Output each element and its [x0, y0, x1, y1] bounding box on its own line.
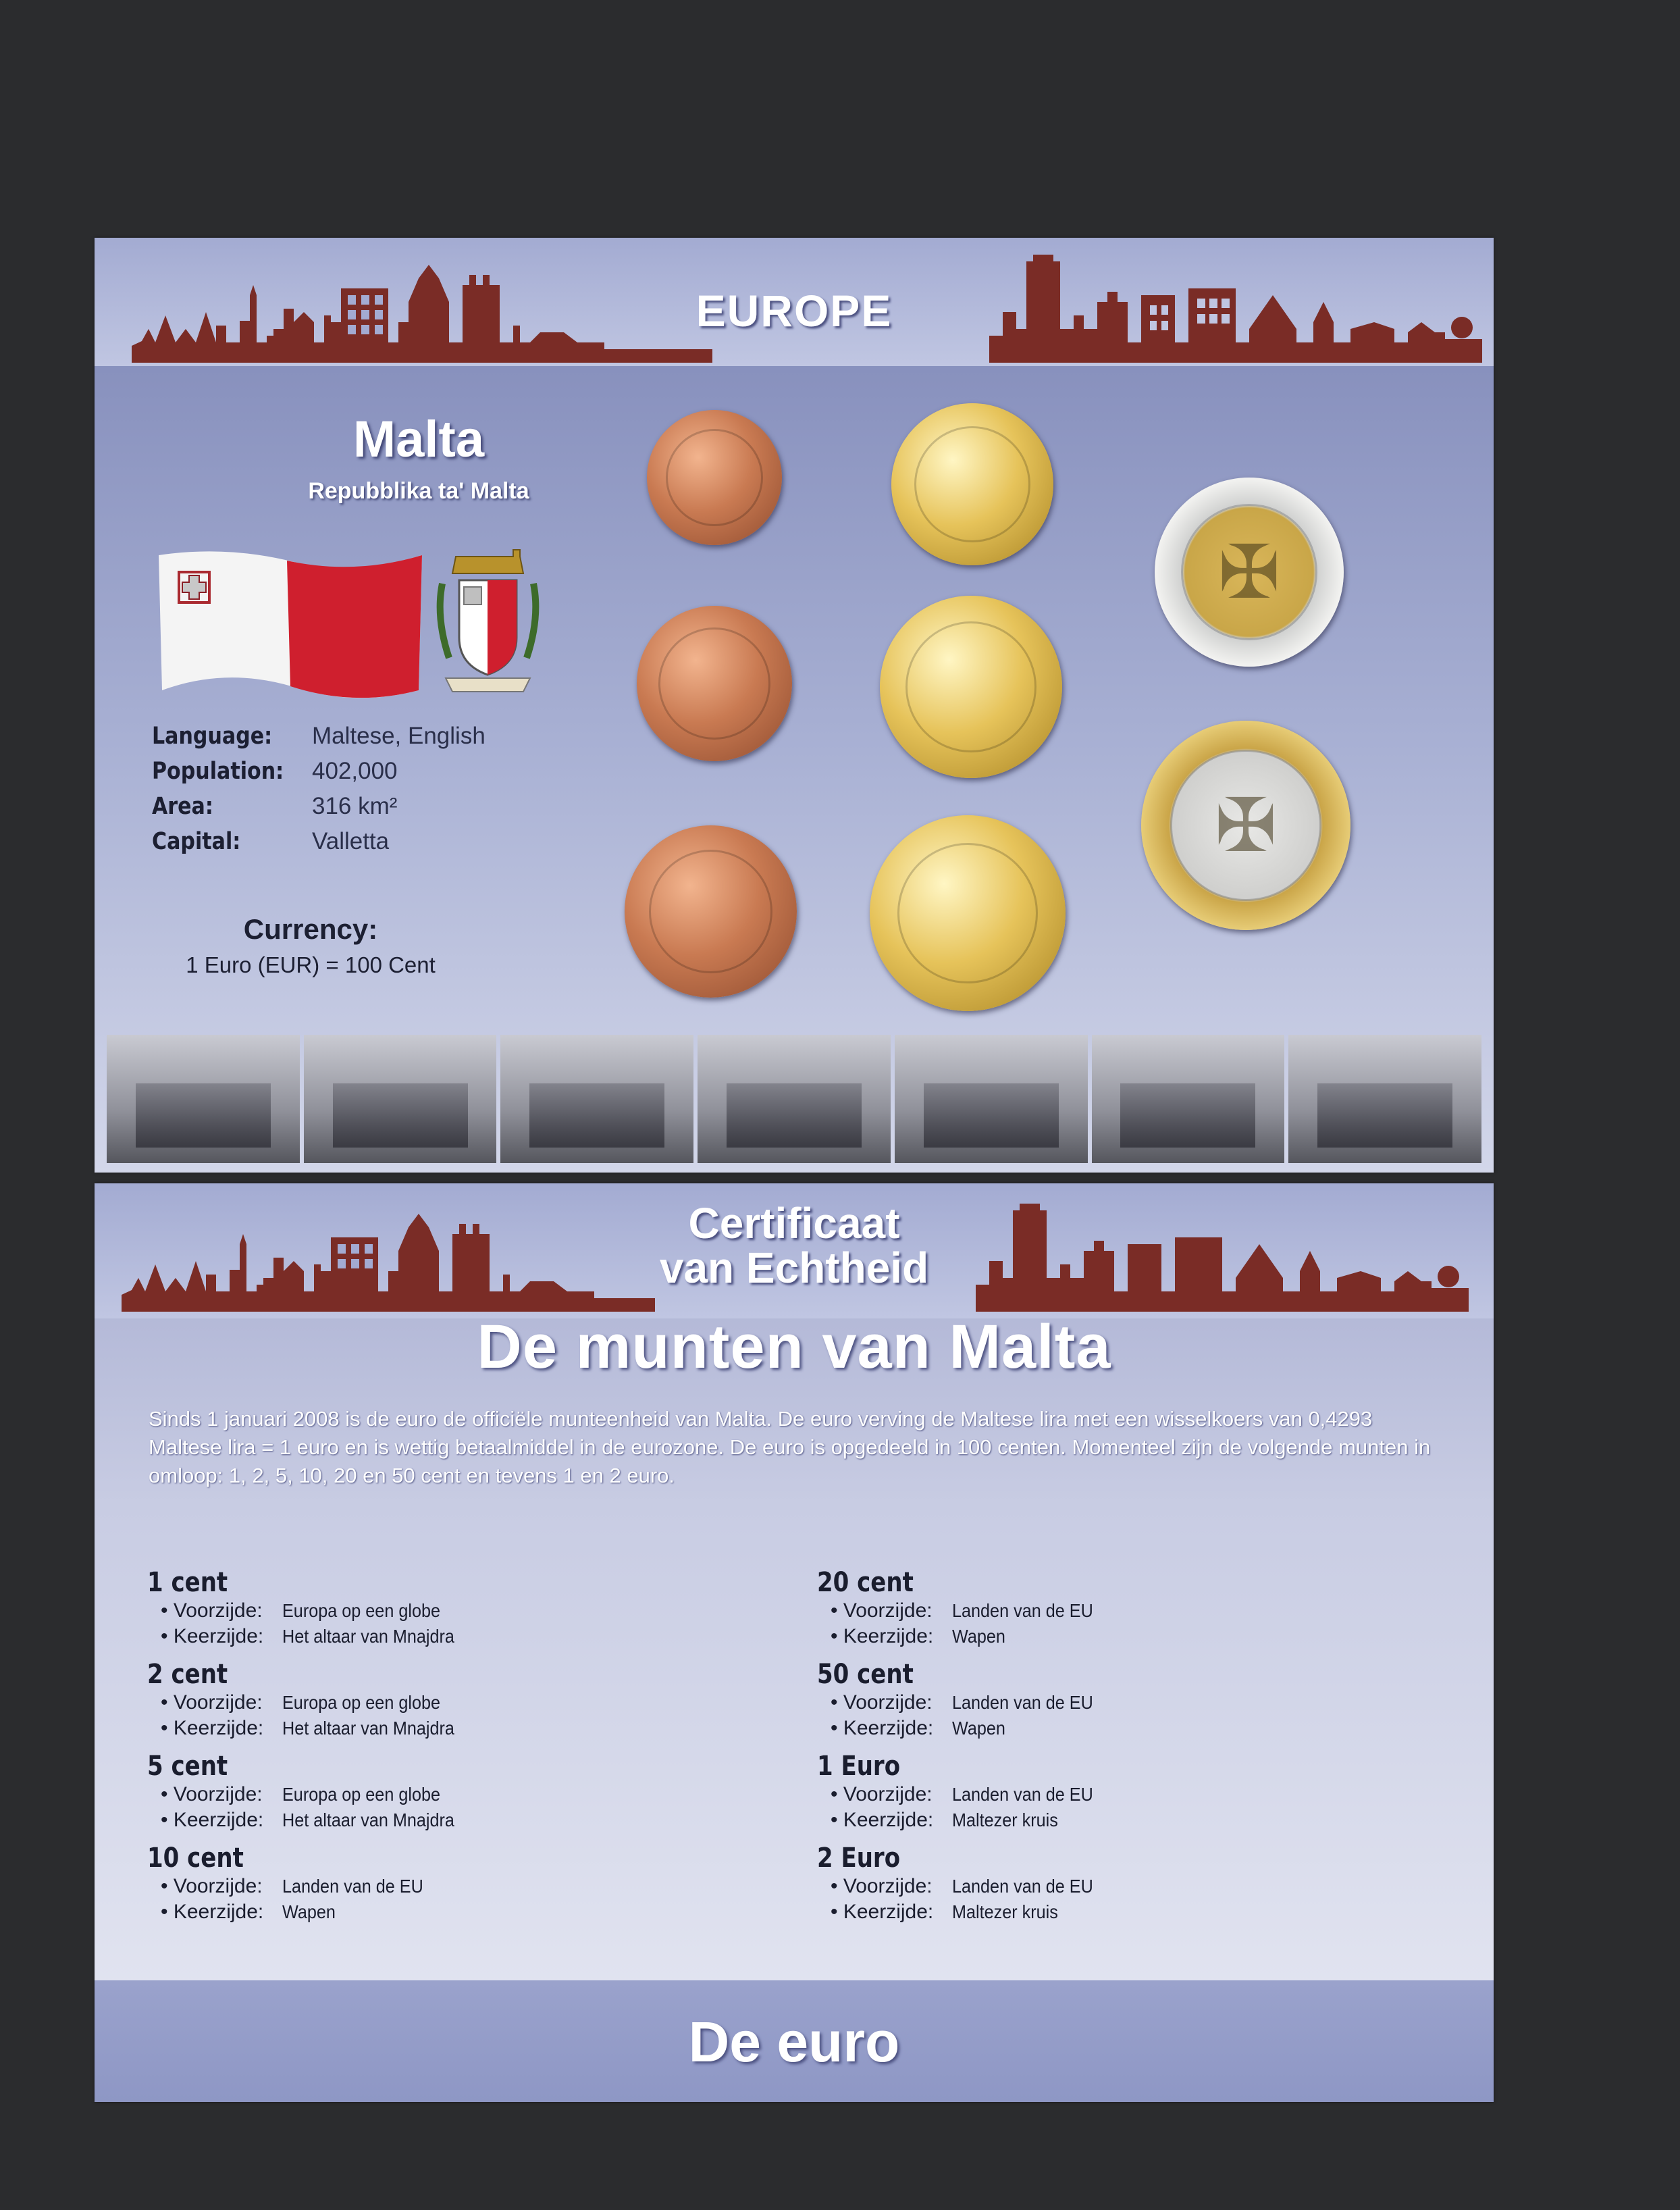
coin-front: • Voorzijde: Europa op een globe [161, 1783, 440, 1805]
coin-back: • Keerzijde: Wapen [831, 1717, 1005, 1739]
coin-back: • Keerzijde: Het altaar van Mnajdra [161, 1625, 454, 1647]
coin-back: • Keerzijde: Maltezer kruis [831, 1901, 1058, 1923]
coin-back: • Keerzijde: Het altaar van Mnajdra [161, 1717, 454, 1739]
coin-2-cent [637, 606, 792, 761]
coin-name: 20 cent [817, 1567, 914, 1598]
atomium-photo [698, 1035, 891, 1163]
coin-list-left [147, 1567, 755, 1934]
currency-info [142, 913, 479, 978]
coin-front: • Voorzijde: Landen van de EU [831, 1691, 1093, 1714]
coin-10-cent [891, 403, 1053, 565]
coin-front: • Voorzijde: Landen van de EU [831, 1599, 1093, 1622]
fact-value: 402,000 [312, 758, 398, 784]
certificate-title-line1: Certificaat [688, 1199, 900, 1248]
coin-front: • Voorzijde: Europa op een globe [161, 1691, 440, 1714]
coin-list-right [817, 1567, 1425, 1934]
intro-paragraph: Sinds 1 januari 2008 is de euro de officiële munteenheid van Malta. De euro verving de Maltese lira met een wisselkoers van 0,4293 Maltese lira = 1 euro en is wettig betaalmiddel in de eurozone. De euro is opgedeeld in 100 centen. Momenteel zijn de volgende munten in omloop: 1, 2, 5, 10, 20 en 50 cent en tevens 1 en 2 euro. [149, 1407, 1431, 1487]
skyline-right-icon [989, 248, 1482, 363]
coin-back: • Keerzijde: Het altaar van Mnajdra [161, 1809, 454, 1831]
europe-info-card [95, 238, 1494, 1173]
coin-name: 2 Euro [817, 1843, 901, 1874]
coin-1-cent [647, 410, 782, 545]
fact-row [152, 719, 485, 754]
fact-label: Area: [152, 793, 213, 820]
coin-entry [817, 1751, 1425, 1833]
country-facts [152, 719, 485, 859]
certificate-banner [95, 1183, 1494, 1318]
fact-value: Valletta [312, 828, 390, 854]
coin-50-cent [870, 815, 1066, 1011]
landmark-photo-strip [107, 1035, 1481, 1163]
coin-5-cent [625, 825, 797, 998]
coin-back: • Keerzijde: Wapen [831, 1625, 1005, 1647]
country-header [263, 410, 574, 505]
coin-entry [817, 1567, 1425, 1649]
coin-name: 2 cent [147, 1659, 228, 1690]
banner-title: EUROPE [695, 286, 893, 336]
coin-front: • Voorzijde: Landen van de EU [831, 1783, 1093, 1805]
coin-20-cent [880, 596, 1062, 778]
footer-band [95, 1980, 1494, 2102]
fact-value: Maltese, English [312, 723, 485, 749]
coin-1-euro [1155, 478, 1344, 667]
coat-of-arms-icon [422, 543, 554, 702]
certificate-card [95, 1183, 1494, 2102]
fact-label: Capital: [152, 828, 241, 855]
coin-name: 1 Euro [817, 1751, 901, 1782]
coin-entry [147, 1751, 755, 1833]
maltese-cross-icon: ✠ [1217, 529, 1281, 615]
coin-entry [817, 1659, 1425, 1741]
brandenburg-gate-photo [1288, 1035, 1481, 1163]
coin-back: • Keerzijde: Maltezer kruis [831, 1809, 1058, 1831]
coin-2-euro [1141, 721, 1350, 930]
currency-text: 1 Euro (EUR) = 100 Cent [186, 952, 436, 977]
fact-row [152, 754, 485, 789]
castle-photo [107, 1035, 300, 1163]
footer-title: De euro [688, 2010, 900, 2074]
coin-entry [817, 1843, 1425, 1925]
fact-value: 316 km² [312, 793, 398, 819]
coin-entry [147, 1843, 755, 1925]
country-name: Malta [352, 411, 485, 468]
eiffel-tower-photo [304, 1035, 497, 1163]
coin-entry [147, 1567, 755, 1649]
maltese-cross-icon: ✠ [1214, 782, 1278, 869]
country-official-name: Repubblika ta' Malta [308, 478, 529, 504]
malta-flag-icon [152, 542, 436, 704]
page-heading: De munten van Malta [477, 1312, 1111, 1381]
certificate-title-line2: van Echtheid [659, 1243, 929, 1292]
europe-banner [95, 238, 1494, 366]
fact-row [152, 824, 485, 859]
coin-front: • Voorzijde: Landen van de EU [161, 1875, 423, 1897]
coin-name: 10 cent [147, 1843, 244, 1874]
currency-heading: Currency: [243, 913, 378, 945]
coin-back: • Keerzijde: Wapen [161, 1901, 336, 1923]
coin-name: 1 cent [147, 1567, 228, 1598]
coin-entry [147, 1659, 755, 1741]
coin-front: • Voorzijde: Landen van de EU [831, 1875, 1093, 1897]
big-ben-photo [1092, 1035, 1285, 1163]
coin-name: 5 cent [147, 1751, 228, 1782]
colosseum-photo [500, 1035, 693, 1163]
coin-name: 50 cent [817, 1659, 914, 1690]
coin-front: • Voorzijde: Europa op een globe [161, 1599, 440, 1622]
fact-label: Language: [152, 723, 273, 750]
fact-row [152, 789, 485, 824]
fact-label: Population: [152, 758, 284, 785]
skyline-right-icon [976, 1197, 1469, 1312]
parthenon-photo [895, 1035, 1088, 1163]
